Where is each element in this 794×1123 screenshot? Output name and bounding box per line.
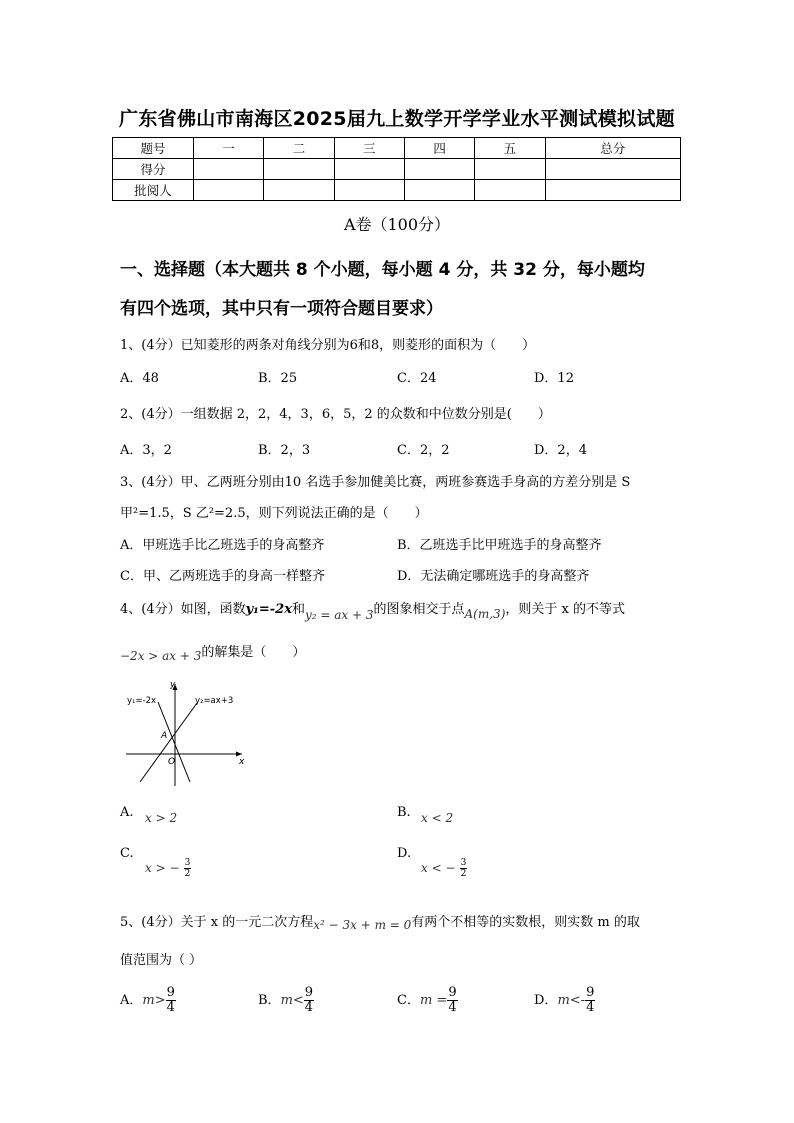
- q5-stem-text: 5、(4分）关于 x 的一元二次方程: [120, 915, 314, 930]
- option-fraction: [166, 986, 176, 1015]
- q5-option-a: [120, 986, 176, 1015]
- q2-option-a: A．3，2: [120, 443, 172, 458]
- score-table-header-row: [113, 138, 681, 159]
- q4-inequality: −2x > ax + 3: [120, 649, 202, 663]
- fraction-denominator: 4: [448, 1000, 457, 1015]
- q5-equation: x² − 3x + m = 0: [313, 918, 412, 932]
- score-cell: [264, 159, 334, 180]
- score-row-label: 批阅人: [113, 180, 194, 201]
- option-fraction: [585, 986, 595, 1015]
- q4-stem-text: 4、(4分）如图，函数: [120, 602, 246, 617]
- q4-option-c-expr: x > −: [145, 861, 180, 875]
- fraction-denominator: 2: [184, 869, 191, 879]
- q4-stem-line2: [120, 641, 680, 663]
- q5-option-c: [397, 986, 458, 1015]
- q4-option-b-expr: x < 2: [421, 811, 454, 825]
- score-header-cell: 一: [194, 138, 264, 159]
- option-expr: m<-: [557, 993, 586, 1008]
- part1-heading-line1: 一、选择题（本大题共 8 个小题，每小题 4 分，共 32 分，每小题均: [120, 260, 645, 280]
- q1-option-c: C．24: [397, 371, 437, 386]
- q4-option-a-expr: x > 2: [145, 811, 178, 825]
- q5-option-b: [258, 986, 314, 1015]
- q1-stem: 1、(4分）已知菱形的两条对角线分别为6和8，则菱形的面积为（ ）: [120, 338, 536, 353]
- fraction-denominator: 4: [304, 1000, 314, 1015]
- score-cell: [545, 159, 680, 180]
- q5-stem-text: 有两个不相等的实数根，则实数 m 的取: [411, 915, 640, 930]
- line-y2: [140, 703, 197, 782]
- q4-stem-text: 的图象相交于点: [373, 602, 465, 617]
- q4-y1-expression: y₁=-2x: [245, 602, 292, 617]
- score-cell: [264, 180, 334, 201]
- q2-option-c: C．2，2: [397, 443, 450, 458]
- q1-option-a: A．48: [120, 371, 159, 386]
- q3-option-b: B．乙班选手比甲班选手的身高整齐: [397, 538, 602, 553]
- option-expr: m =: [419, 993, 448, 1008]
- q4-stem-text: ，则关于 x 的不等式: [505, 602, 625, 617]
- graph-label-a: A: [161, 731, 168, 741]
- q1-option-d: D．12: [534, 371, 574, 386]
- option-fraction: [447, 986, 457, 1015]
- fraction-denominator: 4: [586, 1000, 595, 1015]
- q4-option-d-expr-wrap: [421, 858, 467, 879]
- q4-option-d-fraction: [460, 858, 468, 879]
- q3-stem-line2: 甲²=1.5，S 乙²=2.5，则下列说法正确的是（ ）: [120, 506, 428, 521]
- score-cell: [334, 180, 404, 201]
- option-expr: m>: [142, 993, 166, 1008]
- q4-option-c-fraction: [184, 858, 192, 879]
- q4-stem-text: 和: [291, 602, 305, 617]
- option-fraction: [304, 986, 314, 1015]
- graph-label-x: x: [239, 757, 245, 767]
- x-axis-arrow: [236, 752, 242, 757]
- q4-option-a-letter: A.: [120, 805, 134, 820]
- q4-stem-text: 的解集是（ ）: [201, 645, 306, 660]
- score-table-row: [113, 159, 681, 180]
- score-cell: [545, 180, 680, 201]
- q5-option-d: [534, 986, 595, 1015]
- q2-option-b: B．2，3: [258, 443, 311, 458]
- q5-stem-line1: [120, 911, 680, 930]
- option-letter: C．: [397, 993, 420, 1008]
- q3-option-a: A．甲班选手比乙班选手的身高整齐: [120, 538, 325, 553]
- score-header-cell: 总分: [545, 138, 680, 159]
- part1-heading-line2: 有四个选项，其中只有一项符合题目要求）: [120, 299, 443, 319]
- option-expr: m<: [280, 993, 304, 1008]
- score-header-cell: 二: [264, 138, 334, 159]
- q1-option-b: B．25: [258, 371, 298, 386]
- fraction-numerator: 9: [166, 985, 175, 1000]
- fraction-denominator: 2: [460, 869, 467, 879]
- graph-label-y2: y₂=ax+3: [195, 696, 234, 706]
- q5-stem-line2: 值范围为（ ）: [120, 953, 203, 968]
- fraction-denominator: 4: [166, 1000, 175, 1015]
- q4-option-b-letter: B.: [397, 805, 411, 820]
- option-letter: B．: [258, 993, 281, 1008]
- graph-label-origin: O: [168, 757, 176, 767]
- q4-option-d-letter: D.: [397, 846, 412, 861]
- score-row-label: 得分: [113, 159, 194, 180]
- fraction-numerator: 9: [448, 985, 457, 1000]
- score-header-cell: 题号: [113, 138, 194, 159]
- q4-point-a: A(m,3): [464, 607, 506, 621]
- q4-option-d-expr: x < −: [421, 861, 456, 875]
- exam-title: 广东省佛山市南海区2025届九上数学开学学业水平测试模拟试题: [119, 108, 675, 130]
- q3-stem-line1: 3、(4分）甲、乙两班分别由10 名选手参加健美比赛，两班参赛选手身高的方差分别是 S: [120, 475, 631, 490]
- score-header-cell: 三: [334, 138, 404, 159]
- score-header-cell: 四: [404, 138, 474, 159]
- score-table-row: [113, 180, 681, 201]
- score-cell: [404, 180, 474, 201]
- option-letter: A．: [120, 993, 143, 1008]
- score-cell: [194, 180, 264, 201]
- score-cell: [404, 159, 474, 180]
- score-cell: [475, 159, 545, 180]
- fraction-numerator: 3: [184, 858, 191, 868]
- q3-option-d: D．无法确定哪班选手的身高整齐: [397, 569, 590, 584]
- score-cell: [194, 159, 264, 180]
- q4-option-c-letter: C.: [120, 846, 134, 861]
- q2-option-d: D．2，4: [534, 443, 587, 458]
- q4-y2-expression: y₂ = ax + 3: [304, 608, 374, 622]
- score-cell: [475, 180, 545, 201]
- q4-stem-line1: [120, 598, 680, 622]
- graph-label-y1: y₁=-2x: [127, 696, 157, 706]
- q3-option-c: C．甲、乙两班选手的身高一样整齐: [120, 569, 325, 584]
- score-cell: [334, 159, 404, 180]
- option-letter: D．: [534, 993, 558, 1008]
- q2-stem: 2、(4分）一组数据 2，2，4，3，6，5，2 的众数和中位数分别是( ）: [120, 407, 551, 422]
- fraction-numerator: 9: [304, 985, 314, 1000]
- q4-option-c-expr-wrap: [145, 858, 191, 879]
- score-table: [112, 137, 681, 201]
- fraction-numerator: 9: [586, 985, 595, 1000]
- fraction-numerator: 3: [460, 858, 467, 868]
- graph-label-y: y: [170, 680, 176, 690]
- section-a-heading: A卷（100分）: [343, 215, 451, 234]
- score-header-cell: 五: [475, 138, 545, 159]
- q4-function-graph: [118, 678, 258, 790]
- line-y1: [158, 702, 190, 782]
